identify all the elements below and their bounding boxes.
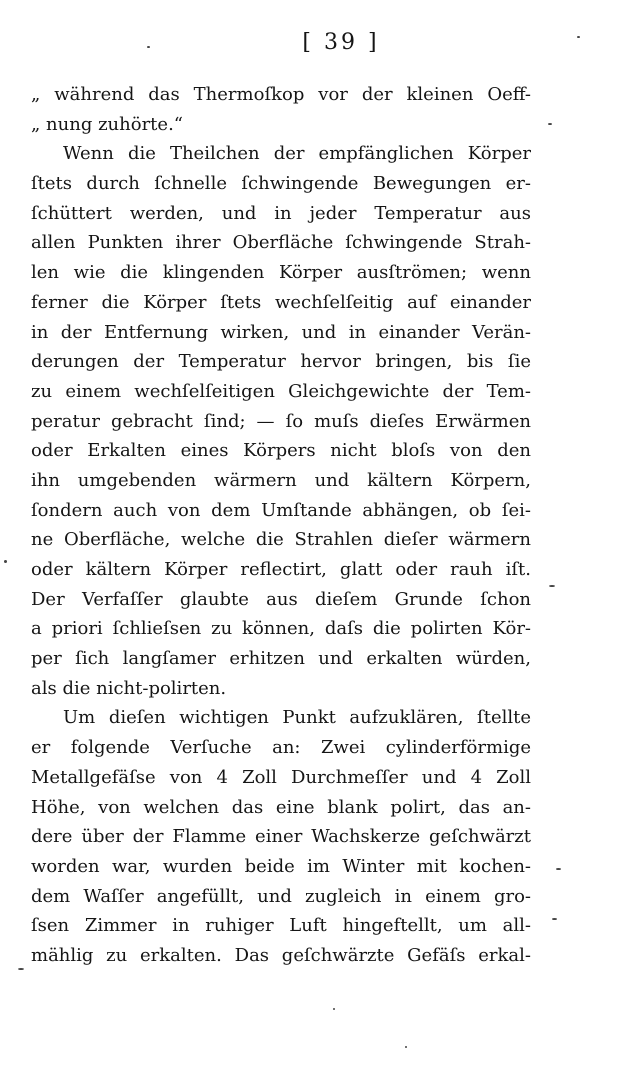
text-line: ſtets durch ſchnelle ſchwingende Bewegungen er- [31, 173, 531, 195]
scan-speck [556, 868, 561, 870]
text-line: Der Verfaſſer glaubte aus dieſem Grunde ſchon [31, 588, 531, 610]
text-line: ihn umgebenden wärmern und kältern Körpern, [31, 469, 531, 491]
text-line: len wie die klingenden Körper ausſtrömen; wenn [31, 262, 531, 284]
text-line: mählig zu erkalten. Das geſchwärzte Gefäſs erkal- [31, 944, 531, 966]
scan-speck [552, 918, 557, 920]
text-line: derungen der Temperatur hervor bringen, bis ſie [31, 351, 531, 373]
text-line: als die nicht-polirten. [31, 677, 227, 699]
text-line: in der Entfernung wirken, und in einander Verän- [31, 321, 531, 343]
text-line: er folgende Verſuche an: Zwei cylinderförmige [31, 737, 531, 759]
scan-speck [405, 1046, 407, 1048]
text-line: ſsen Zimmer in ruhiger Luft hingeftellt, um all- [31, 915, 531, 937]
scan-speck [333, 1008, 335, 1010]
text-line: Um dieſen wichtigen Punkt aufzuklären, ſtellte [63, 707, 531, 729]
text-line: ne Oberfläche, welche die Strahlen dieſer wärmern [31, 529, 531, 551]
text-line: peratur gebracht ſind; — ſo muſs dieſes Erwärmen [31, 410, 531, 432]
text-line: worden war, wurden beide im Winter mit kochen- [31, 855, 531, 877]
text-line: per ſich langſamer erhitzen und erkalten würden, [31, 648, 531, 670]
scan-speck [548, 123, 552, 125]
text-line: oder Erkalten eines Körpers nicht bloſs von den [31, 440, 531, 462]
scan-speck [577, 36, 580, 38]
text-line: allen Punkten ihrer Oberfläche ſchwingende Strah- [31, 232, 531, 254]
text-line: oder kältern Körper reflectirt, glatt oder rauh iſt. [31, 559, 531, 580]
text-line: ſchüttert werden, und in jeder Temperatur aus [31, 202, 531, 224]
text-line: Höhe, von welchen das eine blank polirt, das an- [31, 796, 531, 818]
page-number: [ 39 ] [302, 30, 380, 55]
text-line: ferner die Körper ſtets wechſelſeitig auf einander [31, 291, 531, 313]
text-line: Wenn die Theilchen der empfänglichen Körper [63, 143, 531, 165]
text-line: dere über der Flamme einer Wachskerze geſchwärzt [31, 826, 531, 848]
text-line: dem Waſſer angefüllt, und zugleich in einem gro- [31, 885, 531, 907]
text-line: „ nung zuhörte.“ [31, 113, 183, 135]
text-line: a priori ſchlieſsen zu können, daſs die polirten Kör- [31, 618, 531, 640]
text-line: zu einem wechſelſeitigen Gleichgewichte der Tem- [31, 380, 531, 402]
scan-speck [18, 968, 24, 970]
text-line: „ während das Thermoſkop vor der kleinen Oeff- [31, 84, 531, 105]
text-line: ſondern auch von dem Umſtande abhängen, ob ſei- [31, 499, 531, 521]
scan-speck [4, 560, 7, 563]
scan-speck [549, 585, 555, 587]
body-text [31, 80, 531, 971]
text-line: Metallgefäſse von 4 Zoll Durchmeſſer und 4 Zoll [31, 766, 531, 788]
scan-speck [147, 46, 150, 48]
